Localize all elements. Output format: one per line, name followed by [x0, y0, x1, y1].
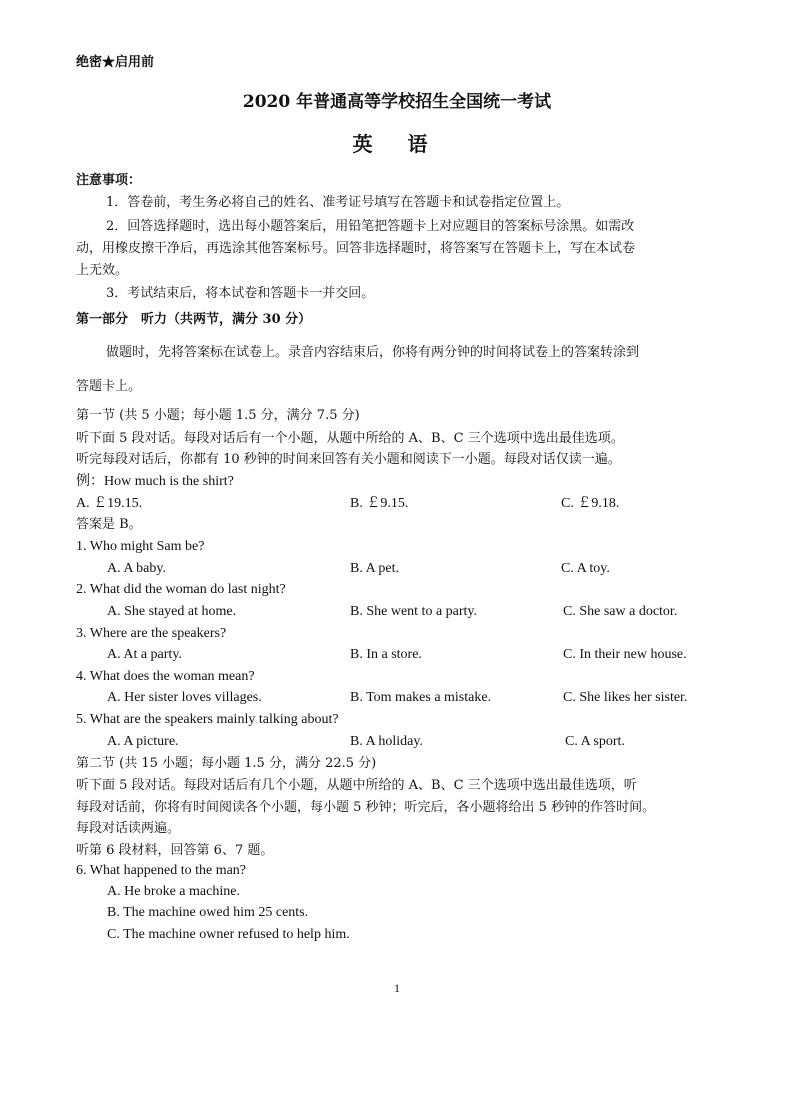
question-1: 1. Who might Sam be? — [76, 539, 205, 554]
question-5: 5. What are the speakers mainly talking about? — [76, 712, 339, 727]
part1-heading: 第一部分 听力（共两节，满分 30 分） — [76, 312, 312, 327]
question-1-option-b: B. A pet. — [350, 561, 400, 576]
question-4-option-c: C. She likes her sister. — [563, 690, 688, 705]
example-question: 例：How much is the shirt? — [76, 474, 234, 489]
question-2-option-b: B. She went to a party. — [350, 604, 478, 619]
exam-title: 2020 年普通高等学校招生全国统一考试 — [242, 92, 552, 112]
part1-intro-line-1: 做题时，先将答案标在试卷上。录音内容结束后，你将有两分钟的时间将试卷上的答案转涂到 — [106, 345, 640, 360]
subject-title: 英 语 — [352, 132, 442, 156]
question-3-option-c: C. In their new house. — [563, 647, 687, 662]
question-3-option-a: A. At a party. — [107, 647, 182, 662]
notice-item-2-line-3: 上无效。 — [76, 263, 129, 278]
notice-item-3: 3．考试结束后，将本试卷和答题卡一并交回。 — [106, 286, 375, 301]
question-3: 3. Where are the speakers? — [76, 626, 227, 641]
part1-intro-line-2: 答题卡上。 — [76, 379, 142, 394]
notice-heading: 注意事项： — [76, 173, 142, 188]
notice-item-2-line-1: 2．回答选择题时，选出每小题答案后，用铅笔把答题卡上对应题目的答案标号涂黑。如需改 — [106, 219, 635, 234]
question-4-option-b: B. Tom makes a mistake. — [350, 690, 492, 705]
section2-instruction-line-1: 听下面 5 段对话。每段对话后有几个小题，从题中所给的 A、B、C 三个选项中选出最佳选项，听 — [76, 778, 637, 793]
section1-heading: 第一节 (共 5 小题；每小题 1.5 分，满分 7.5 分) — [76, 408, 360, 423]
page-number: 1 — [394, 981, 400, 995]
question-4: 4. What does the woman mean? — [76, 669, 255, 684]
notice-item-2-line-2: 动，用橡皮擦干净后，再选涂其他答案标号。回答非选择题时，将答案写在答题卡上，写在本试卷 — [76, 241, 636, 256]
question-6-option-a: A. He broke a machine. — [107, 884, 240, 899]
question-3-option-b: B. In a store. — [350, 647, 422, 662]
notice-item-1: 1．答卷前，考生务必将自己的姓名、准考证号填写在答题卡和试卷指定位置上。 — [106, 195, 570, 210]
question-2-option-c: C. She saw a doctor. — [563, 604, 678, 619]
question-5-option-c: C. A sport. — [565, 734, 625, 749]
question-1-option-c: C. A toy. — [561, 561, 610, 576]
question-6-option-c: C. The machine owner refused to help him. — [107, 927, 350, 942]
question-6-option-b: B. The machine owed him 25 cents. — [107, 905, 309, 920]
section2-heading: 第二节 (共 15 小题；每小题 1.5 分，满分 22.5 分) — [76, 756, 377, 771]
material-6-instruction: 听第 6 段材料，回答第 6、7 题。 — [76, 843, 274, 858]
confidential-label: 绝密★启用前 — [76, 55, 155, 70]
section2-instruction-line-3: 每段对话读两遍。 — [76, 821, 181, 836]
section1-instruction-line-1: 听下面 5 段对话。每段对话后有一个小题，从题中所给的 A、B、C 三个选项中选出最佳选项。 — [76, 431, 624, 446]
question-5-option-a: A. A picture. — [107, 734, 179, 749]
example-option-b: B. ￡9.15. — [350, 496, 409, 511]
question-4-option-a: A. Her sister loves villages. — [107, 690, 262, 705]
example-option-a: A. ￡19.15. — [76, 496, 143, 511]
example-answer: 答案是 B。 — [76, 517, 142, 532]
section2-instruction-line-2: 每段对话前，你将有时间阅读各个小题，每小题 5 秒钟；听完后，各小题将给出 5 秒钟的作答时间。 — [76, 800, 656, 815]
section1-instruction-line-2: 听完每段对话后，你都有 10 秒钟的时间来回答有关小题和阅读下一小题。每段对话仅读一遍。 — [76, 452, 621, 467]
question-1-option-a: A. A baby. — [107, 561, 166, 576]
question-2: 2. What did the woman do last night? — [76, 582, 286, 597]
question-6: 6. What happened to the man? — [76, 863, 247, 878]
example-option-c: C. ￡9.18. — [561, 496, 620, 511]
question-2-option-a: A. She stayed at home. — [107, 604, 237, 619]
question-5-option-b: B. A holiday. — [350, 734, 423, 749]
